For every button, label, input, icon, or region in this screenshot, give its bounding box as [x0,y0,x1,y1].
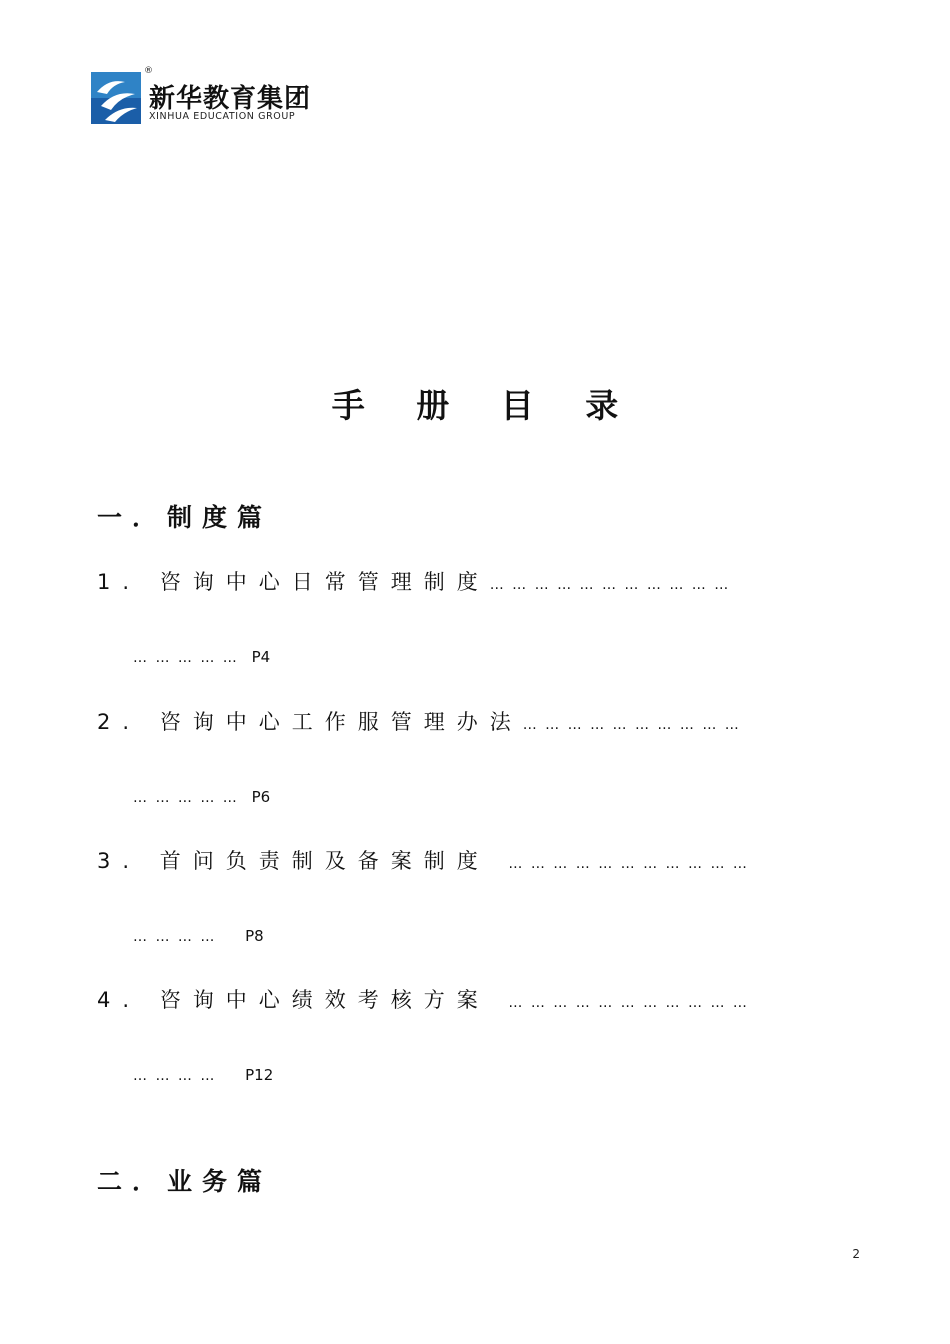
xinhua-logo-mark [91,72,141,124]
toc-entry-3-leader: … … … … … … … … … … … [508,856,749,872]
logo-english-name: XINHUA EDUCATION GROUP [149,111,296,122]
toc-entry-3-continuation [133,927,264,945]
logo-chinese-name: 新华教育集团 [149,84,312,114]
toc-entry-4-title: 4. 咨询中心绩效考核方案 [97,988,490,1012]
toc-entry-2-title: 2. 咨询中心工作服管理办法 [97,710,523,734]
toc-entry-2-page: P6 [251,788,271,806]
toc-entry-1[interactable] [97,566,730,596]
toc-entry-1-page: P4 [251,648,271,666]
page-title: 手 册 目 录 [331,386,639,425]
logo [91,68,316,128]
page-number: 2 [852,1247,860,1261]
toc-entry-2-leader-2: … … … … … [133,790,239,806]
toc-entry-1-continuation [133,648,270,666]
toc-entry-4-leader: … … … … … … … … … … … [508,995,749,1011]
toc-entry-1-leader: … … … … … … … … … … … [489,577,731,593]
toc-entry-1-leader-2: … … … … … [133,650,239,666]
registered-mark: ® [144,66,153,76]
toc-entry-4-page: P12 [245,1066,274,1084]
toc-entry-2-leader: … … … … … … … … … … [522,717,741,733]
toc-entry-3-page: P8 [245,927,264,945]
toc-entry-2-continuation [133,788,270,806]
section-heading-business: 二．业务篇 [97,1167,273,1196]
toc-entry-3-title: 3. 首问负责制及备案制度 [97,849,490,873]
toc-entry-3[interactable] [97,845,749,875]
toc-entry-2[interactable] [97,706,741,736]
section-heading-policies: 一．制度篇 [97,503,273,532]
toc-entry-4-leader-2: … … … … [133,1068,217,1084]
toc-entry-4-continuation [133,1066,273,1084]
toc-entry-4[interactable] [97,984,749,1014]
toc-entry-1-title: 1. 咨询中心日常管理制度 [97,570,490,594]
toc-entry-3-leader-2: … … … … [133,929,217,945]
